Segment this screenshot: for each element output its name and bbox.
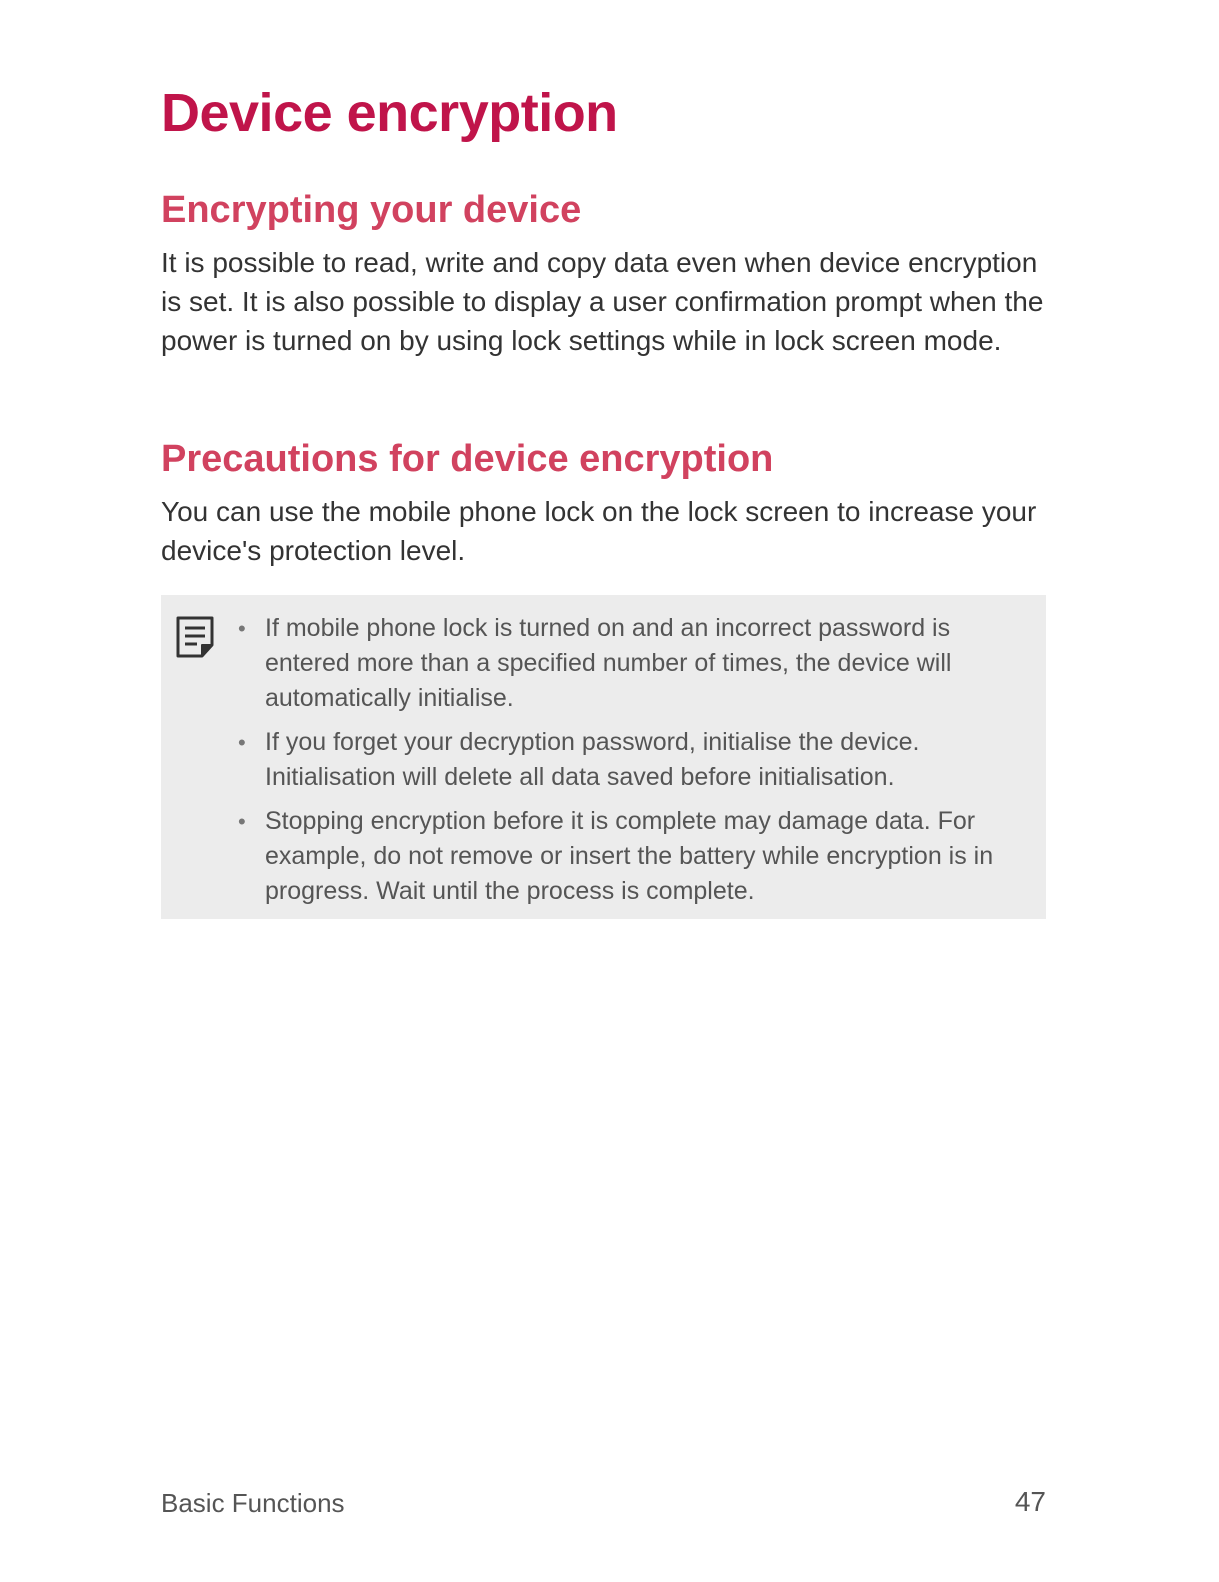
note-list xyxy=(238,611,1025,918)
note-item xyxy=(238,725,1025,795)
page-number: 47 xyxy=(1014,1486,1046,1517)
note-item-text: If mobile phone lock is turned on and an incorrect password is entered more than a specified number of times, the device will automatically initialise. xyxy=(265,614,952,712)
note-item-text: Stopping encryption before it is complete may damage data. For example, do not remove or insert the battery while encryption is in progress. Wait until the process is complete. xyxy=(265,807,994,905)
note-box xyxy=(161,595,1046,919)
page-title: Device encryption xyxy=(161,83,618,143)
bullet-icon: • xyxy=(238,730,246,755)
footer-section-name: Basic Functions xyxy=(161,1488,345,1518)
section-heading-encrypting: Encrypting your device xyxy=(161,189,582,231)
note-item-text: If you forget your decryption password, initialise the device. Initialisation will delete all data saved before initialisation. xyxy=(265,728,920,791)
section-heading-precautions: Precautions for device encryption xyxy=(161,438,774,480)
bullet-icon: • xyxy=(238,809,246,834)
note-item xyxy=(238,611,1025,716)
section-body-precautions: You can use the mobile phone lock on the lock screen to increase your device's protection level. xyxy=(161,496,1037,566)
section-body-encrypting: It is possible to read, write and copy data even when device encryption is set. It is also possible to display a user confirmation prompt when the power is turned on by using lock settings while in lock screen mode. xyxy=(161,247,1044,356)
note-icon xyxy=(175,615,215,659)
bullet-icon: • xyxy=(238,616,246,641)
note-item xyxy=(238,804,1025,909)
